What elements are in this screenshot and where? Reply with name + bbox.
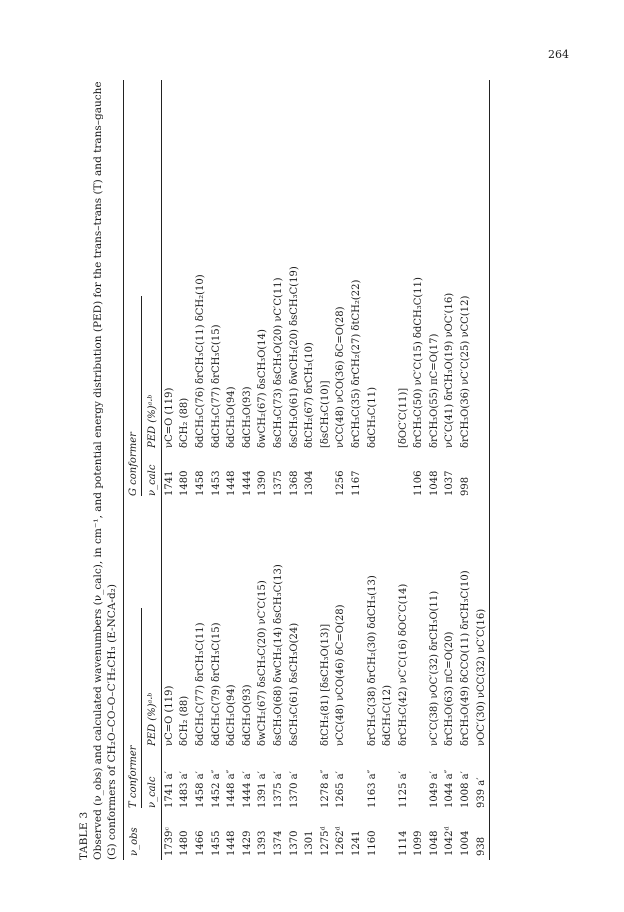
cell-g-calc: 1167 <box>350 470 362 496</box>
table-row <box>178 80 194 860</box>
cell-t-ped: δrCH₃C(42) νC′C(16) δOC′C(14) <box>397 583 409 746</box>
cell-g-ped: δdCH₃C(76) δrCH₃C(11) δCH₂(10) <box>194 274 206 448</box>
table-row <box>443 80 459 860</box>
table-row <box>240 80 256 860</box>
cell-t-calc: 1049 a′ <box>428 771 440 808</box>
table-row <box>318 80 334 860</box>
cell-t-ped: δrCH₃O(49) δCCO(11) δrCH₃C(10) <box>460 570 472 746</box>
cell-t-ped <box>349 500 365 750</box>
cell-t-calc: 1452 a″ <box>210 769 222 808</box>
cell-t-calc: 1044 a″ <box>444 769 456 808</box>
cell-t-calc <box>302 750 318 812</box>
table-row <box>427 80 443 860</box>
cell-obs: 1004 <box>460 830 472 856</box>
cell-g-ped: δdCH₃C(11) <box>366 387 378 448</box>
cell-t-calc <box>412 750 428 812</box>
cell-obs: 1466 <box>194 830 206 856</box>
cell-g-ped: δrCH₃C(50) νC′C(15) δdCH₃C(11) <box>413 277 425 448</box>
table-row <box>396 80 412 860</box>
table-row <box>209 80 225 860</box>
cell-g-ped: δwCH₂(67) δsCH₃O(14) <box>257 329 269 448</box>
table-row <box>349 80 365 860</box>
cell-g-calc: 1458 <box>194 470 206 496</box>
cell-obs: 1042ᵈ <box>444 826 456 856</box>
table-row <box>193 80 209 860</box>
cell-obs: 938 <box>474 812 490 860</box>
cell-obs: 1048 <box>428 830 440 856</box>
cell-t-ped <box>412 500 428 750</box>
table-row <box>271 80 287 860</box>
table-body <box>162 80 490 860</box>
cell-obs: 1374 <box>272 830 284 856</box>
cell-g-calc <box>396 452 412 500</box>
cell-g-ped: νC′C(41) δrCH₃O(19) νOC′(16) <box>444 292 456 448</box>
cell-obs: 1241 <box>350 830 362 856</box>
header-t-conformer <box>124 500 145 812</box>
cell-t-calc: 1444 a′ <box>241 771 253 808</box>
table-row <box>334 80 350 860</box>
rotated-table-block <box>77 80 547 860</box>
cell-g-ped: δtCH₂(67) δrCH₃(10) <box>304 342 316 448</box>
cell-t-ped: δdCH₃C(79) δrCH₃C(15) <box>210 622 222 746</box>
cell-g-ped: δdCH₃O(93) <box>241 386 253 448</box>
cell-t-ped: νC=O (119) <box>163 685 175 746</box>
cell-g-ped: [δsCH₃C(10)] <box>319 380 331 448</box>
cell-obs: 1301 <box>304 830 316 856</box>
cell-g-ped: δrCH₃O(55) πC=O(17) <box>428 333 440 448</box>
cell-g-calc: 1390 <box>257 470 269 496</box>
cell-g-ped: δrCH₃C(35) δrCH₂(27) δtCH₂(22) <box>350 279 362 448</box>
cell-g-calc: 1037 <box>444 470 456 496</box>
table-caption-text: Observed (ν_obs) and calculated wavenumbers (ν_calc), in cm⁻¹, and potential energy distribution (PED) for the trans–trans (T) and trans–gauche (G) conformers of CH₂O–CO–O–C′H₂CH₃ (E-NCA-d₂) <box>92 81 118 860</box>
cell-obs: 1114 <box>397 830 409 856</box>
cell-g-calc <box>318 452 334 500</box>
cell-obs: 1275ᵈ <box>319 826 331 856</box>
cell-t-ped: δsCH₃O(68) δwCH₂(14) δsCH₃C(13) <box>272 564 284 746</box>
cell-obs: 1739ᶜ <box>163 827 175 856</box>
cell-obs: 1429 <box>241 830 253 856</box>
cell-t-calc: 1370 a′ <box>288 771 300 808</box>
cell-t-ped: δdCH₃C(77) δrCH₃C(11) <box>194 622 206 746</box>
cell-g-ped: δdCH₃C(77) δrCH₃C(15) <box>210 324 222 448</box>
cell-t-ped: δtCH₂(81) [δsCH₃O(13)] <box>319 623 331 746</box>
cell-g-calc: 1375 <box>272 470 284 496</box>
cell-g-ped <box>380 80 396 452</box>
header-empty <box>144 812 162 860</box>
table-row <box>287 80 303 860</box>
cell-g-ped: δCH₂ (88) <box>179 397 191 448</box>
cell-g-calc: 1368 <box>288 470 300 496</box>
cell-t-calc: 939 a′ <box>474 750 490 812</box>
cell-t-ped: δdCH₃C(12) <box>382 685 394 746</box>
table-row <box>302 80 318 860</box>
header-g-ped: PED (%)ᵃ·ᵇ <box>144 80 162 452</box>
cell-t-ped: νC′C(38) νOC′(32) δrCH₃O(11) <box>428 590 440 746</box>
cell-t-calc: 1483 a′ <box>179 771 191 808</box>
cell-t-calc: 1163 a″ <box>366 769 378 808</box>
cell-obs: 1370 <box>288 830 300 856</box>
cell-t-ped: δrCH₃C(38) δrCH₂(30) δdCH₃(13) <box>366 575 378 746</box>
table-row <box>365 80 381 860</box>
table-row <box>224 80 240 860</box>
page-number: 264 <box>548 48 569 61</box>
cell-t-ped: δdCH₃O(93) <box>241 684 253 746</box>
table-row <box>162 80 178 860</box>
cell-t-calc: 1458 a′ <box>194 771 206 808</box>
cell-g-calc: 1444 <box>241 470 253 496</box>
cell-g-calc <box>365 452 381 500</box>
cell-g-calc: 1256 <box>335 470 347 496</box>
cell-g-ped: νCC(48) νCO(36) δC=O(28) <box>335 306 347 448</box>
cell-g-calc: 1448 <box>226 470 238 496</box>
table-row <box>256 80 272 860</box>
header-row-columns <box>144 80 162 860</box>
cell-t-calc: 1265 a′ <box>335 771 347 808</box>
cell-obs: 1455 <box>210 830 222 856</box>
cell-g-calc <box>474 452 490 500</box>
cell-obs: 1262ᵈ <box>335 826 347 856</box>
cell-t-ped: νCC(48) νCO(46) δC=O(28) <box>335 604 347 746</box>
cell-g-calc: 1106 <box>413 470 425 496</box>
header-g-conformer <box>124 80 145 500</box>
cell-t-calc: 1391 a′ <box>257 771 269 808</box>
cell-g-calc: 998 <box>460 476 472 496</box>
header-g-conformer-label: G conformer <box>128 296 142 496</box>
cell-t-calc: 1125 a′ <box>397 771 409 808</box>
data-table <box>123 80 490 860</box>
cell-obs: 1099 <box>413 830 425 856</box>
table-title: TABLE 3 <box>78 811 90 860</box>
cell-g-ped: δdCH₃O(94) <box>226 386 238 448</box>
header-t-ped: PED (%)ᵃ·ᵇ <box>144 500 162 750</box>
cell-t-ped: δsCH₃C(61) δsCH₃O(24) <box>288 622 300 746</box>
header-t-calc: ν_calc <box>144 750 162 812</box>
cell-g-calc: 1048 <box>428 470 440 496</box>
cell-g-ped <box>474 80 490 452</box>
cell-t-ped: δdCH₃O(94) <box>226 684 238 746</box>
cell-obs <box>380 812 396 860</box>
cell-t-calc: 1008 a′ <box>460 771 472 808</box>
header-obs: ν_obs <box>124 812 145 860</box>
cell-obs: 1393 <box>257 830 269 856</box>
cell-t-ped: νOC′(30) νCC(32) νC′C(16) <box>474 500 490 750</box>
cell-g-ped: [δOC′C(11)] <box>397 387 409 448</box>
cell-obs: 1160 <box>366 830 378 856</box>
cell-t-calc <box>349 750 365 812</box>
cell-g-calc <box>380 452 396 500</box>
cell-g-calc: 1304 <box>304 470 316 496</box>
table-row <box>474 80 490 860</box>
cell-t-calc: 1741 a′ <box>163 771 175 808</box>
cell-g-ped: δrCH₃O(36) νC′C(25) νCC(12) <box>460 295 472 448</box>
cell-g-calc: 1480 <box>179 470 191 496</box>
cell-t-calc: 1278 a″ <box>319 769 331 808</box>
cell-obs: 1448 <box>226 830 238 856</box>
cell-g-calc: 1453 <box>210 470 222 496</box>
cell-t-ped: δrCH₃O(63) πC=O(20) <box>444 631 456 746</box>
header-t-conformer-label: T conformer <box>128 608 142 808</box>
cell-t-calc: 1448 a″ <box>226 769 238 808</box>
cell-g-calc: 1741 <box>163 470 175 496</box>
header-row-groups <box>124 80 145 860</box>
cell-g-ped: νC=O (119) <box>163 387 175 448</box>
cell-t-calc <box>380 750 396 812</box>
cell-t-ped: δCH₂ (88) <box>179 695 191 746</box>
cell-g-ped: δsCH₃C(73) δsCH₃O(20) νC′C(11) <box>272 277 284 448</box>
cell-t-ped <box>302 500 318 750</box>
header-g-calc: ν_calc <box>144 452 162 500</box>
cell-t-calc: 1375 a′ <box>272 771 284 808</box>
table-row <box>458 80 474 860</box>
cell-obs: 1480 <box>179 830 191 856</box>
table-row <box>412 80 428 860</box>
cell-t-ped: δwCH₂(67) δsCH₃C(20) νC′C(15) <box>257 580 269 746</box>
table-caption <box>77 80 119 860</box>
cell-g-ped: δsCH₃O(61) δwCH₂(20) δsCH₃C(19) <box>288 266 300 448</box>
table-row <box>380 80 396 860</box>
